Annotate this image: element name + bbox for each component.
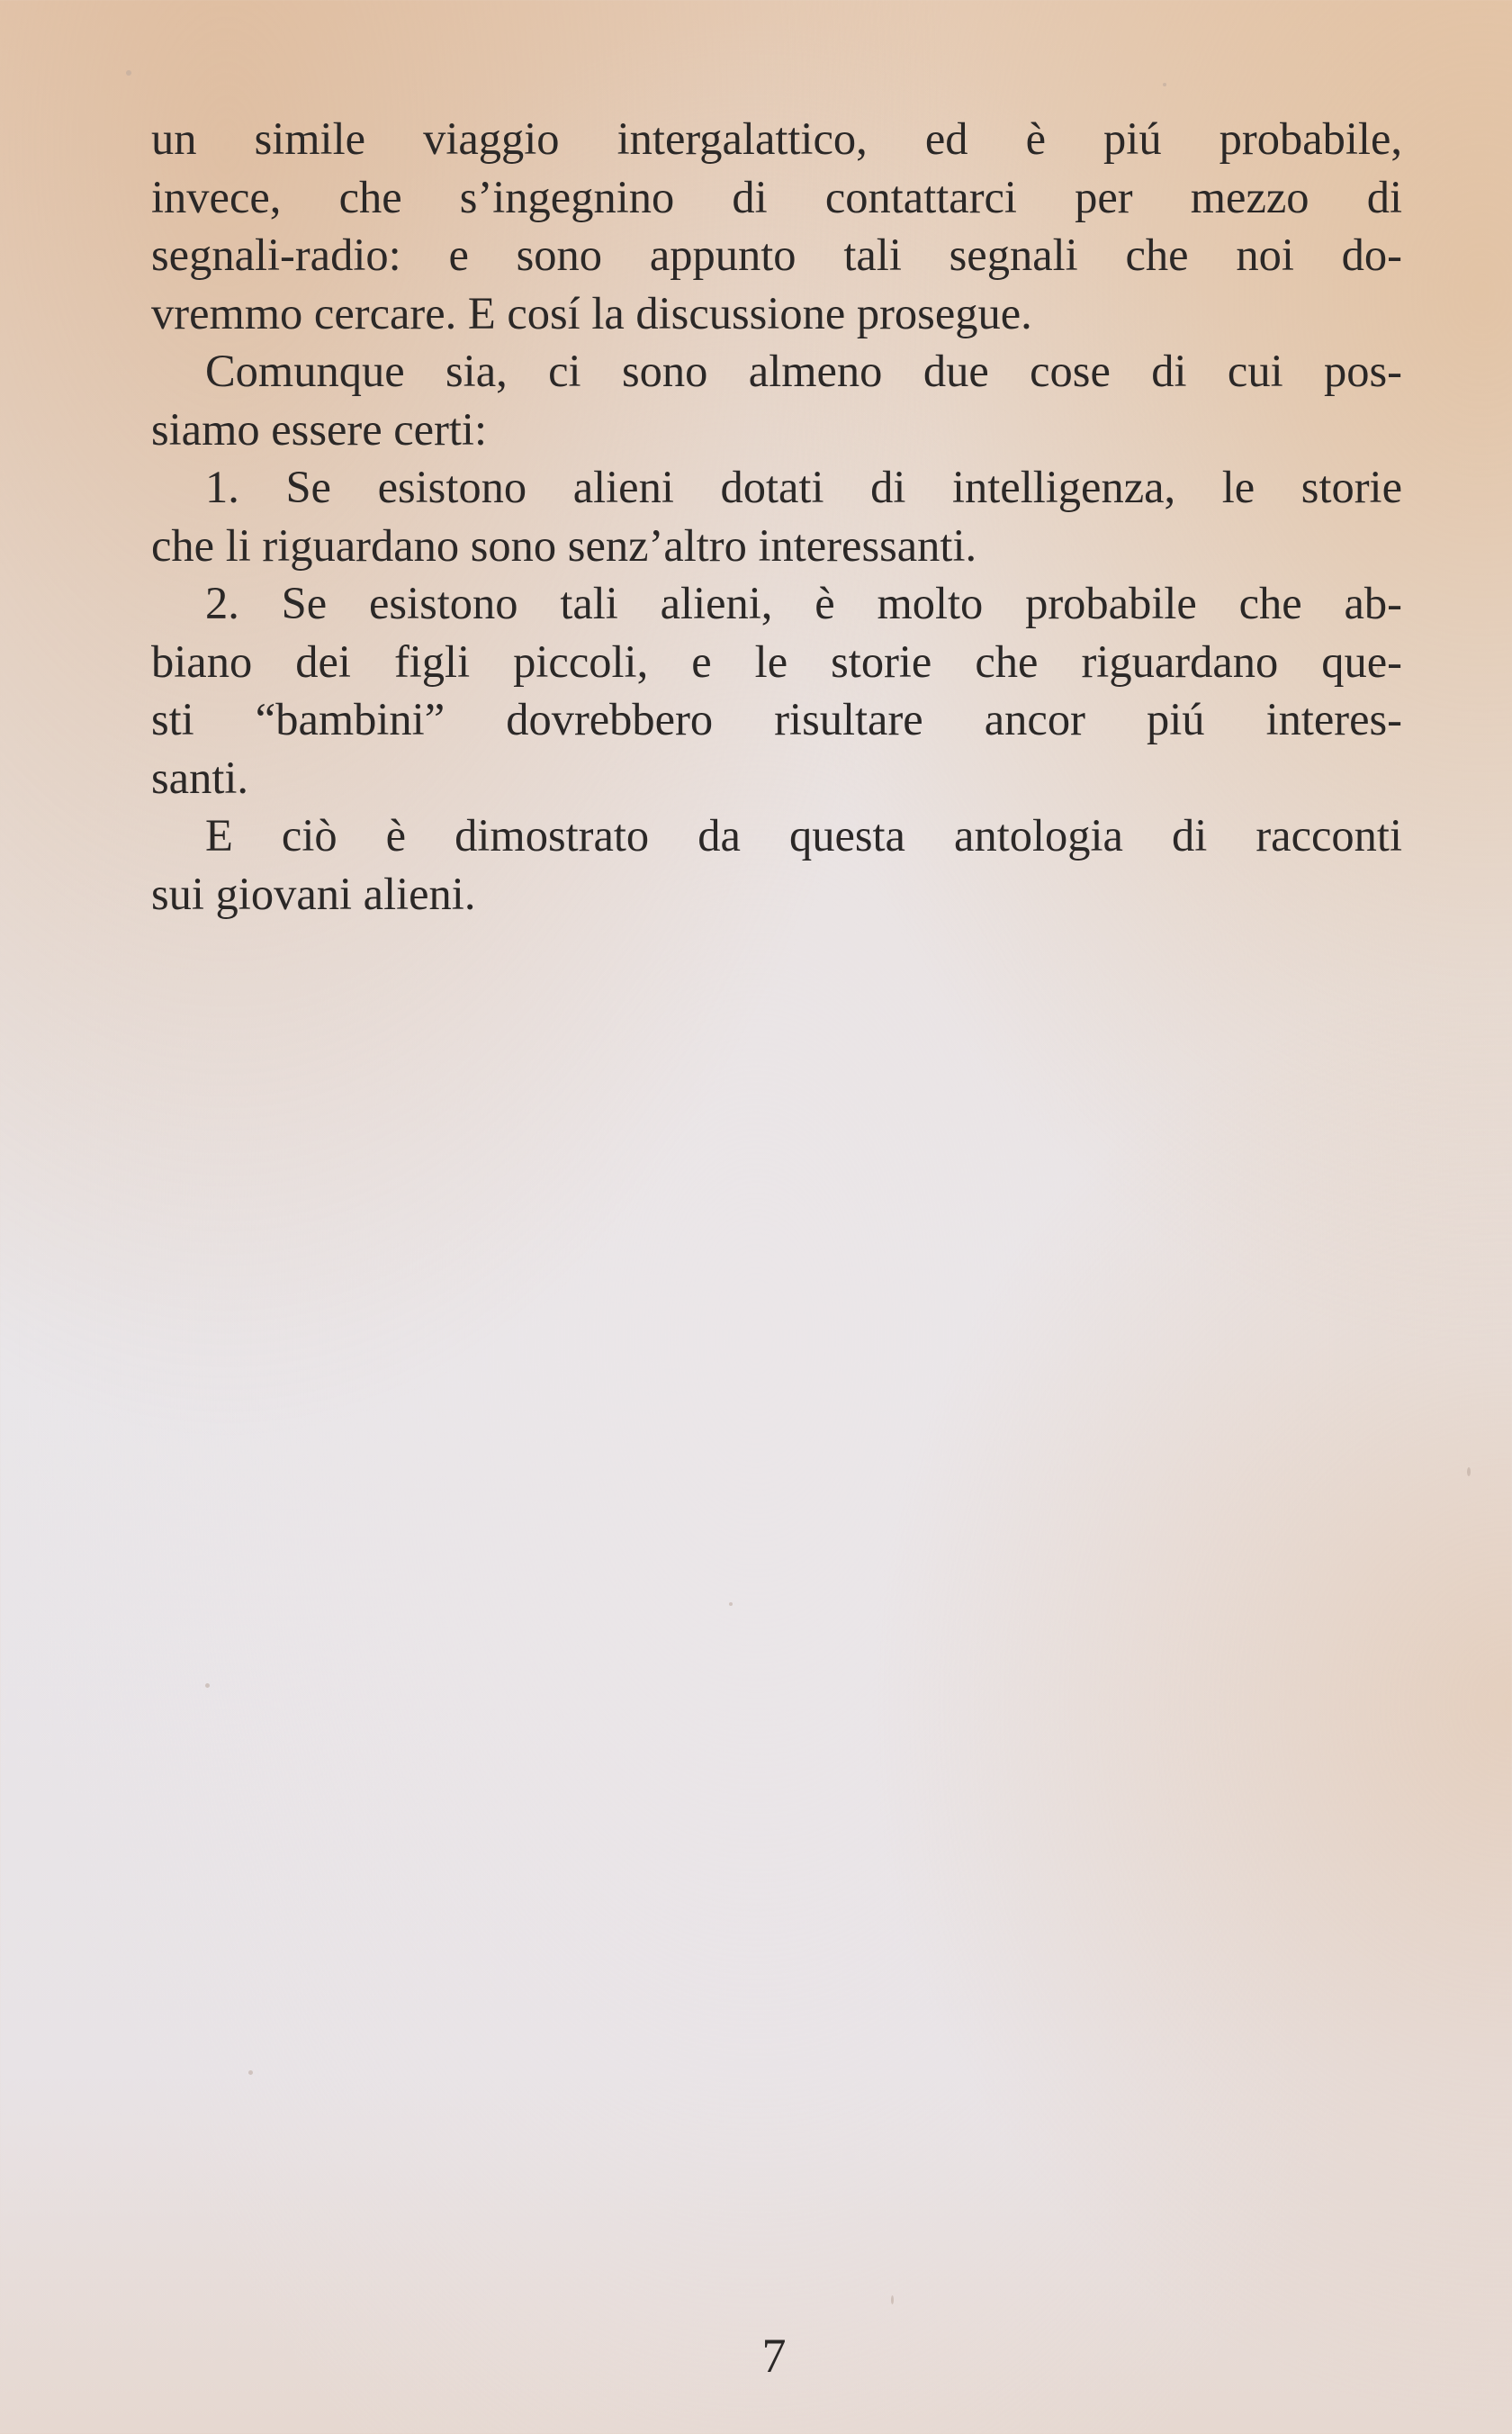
text-line: siamo essere certi: xyxy=(151,403,487,455)
paper-speck xyxy=(891,2295,894,2304)
paper-speck xyxy=(729,1602,733,1606)
text-line: che li riguardano sono senz’altro interessanti. xyxy=(151,519,977,571)
body-text xyxy=(151,110,1402,923)
paper-speck xyxy=(205,1683,210,1688)
text-line: sti “bambini” dovrebbero risultare ancor piú interes- xyxy=(151,694,1402,744)
paper-speck xyxy=(1467,1467,1471,1476)
list-item-2: 2. Se esistono tali alieni, è molto probabile che ab- xyxy=(205,578,1402,628)
text-line: un simile viaggio intergalattico, ed è piú probabile, xyxy=(151,113,1402,164)
list-item-1: 1. Se esistono alieni dotati di intelligenza, le storie xyxy=(205,462,1402,512)
text-line: sui giovani alieni. xyxy=(151,868,476,919)
text-line: Comunque sia, ci sono almeno due cose di cui pos- xyxy=(205,346,1402,396)
text-line: santi. xyxy=(151,752,249,803)
text-line: segnali-radio: e sono appunto tali segnali che noi do- xyxy=(151,230,1402,280)
paper-speck xyxy=(126,70,131,76)
text-line: invece, che s’ingegnino di contattarci per mezzo di xyxy=(151,171,1402,222)
text-line: vremmo cercare. E cosí la discussione prosegue. xyxy=(151,287,1032,338)
paper-speck xyxy=(248,2070,253,2075)
page-number: 7 xyxy=(761,2329,787,2383)
text-line: biano dei figli piccoli, e le storie che riguardano que- xyxy=(151,636,1402,687)
text-line: E ciò è dimostrato da questa antologia di racconti xyxy=(205,810,1402,861)
paper-speck xyxy=(1163,83,1166,86)
